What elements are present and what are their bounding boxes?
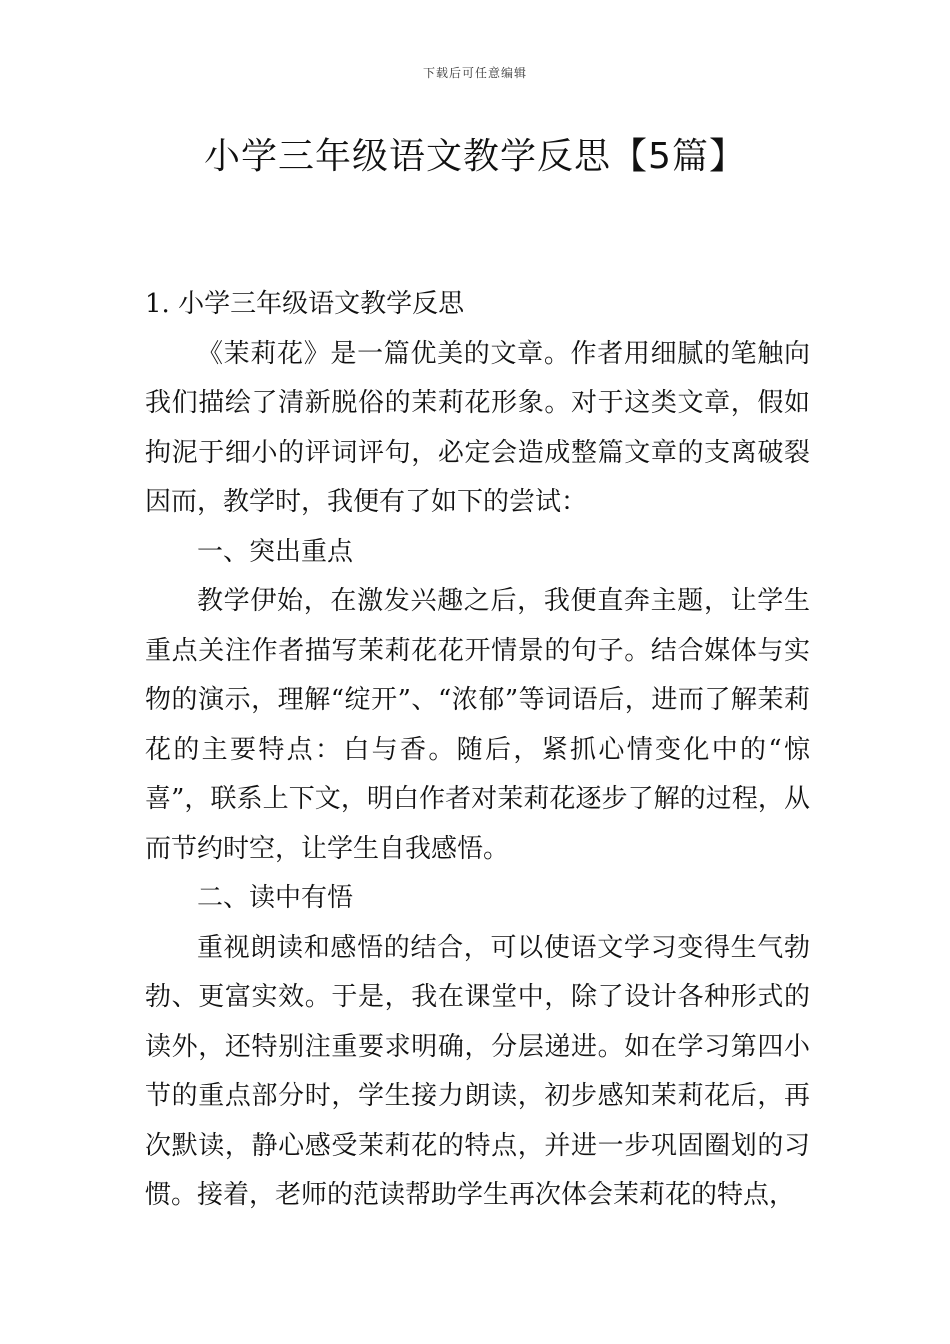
document-body [145,280,810,1221]
page-header-note: 下载后可任意编辑 [422,66,527,80]
document-title: 小学三年级语文教学反思【5篇】 [204,136,746,177]
paragraph-intro: 《茉莉花》是一篇优美的文章。作者用细腻的笔触向我们描绘了清新脱俗的茉莉花形象。对于这类文章，假如拘泥于细小的评词评句，必定会造成整篇文章的支离破裂因而，教学时，我便有了如下的尝试： [145,338,810,517]
paragraph-reading: 重视朗读和感悟的结合，可以使语文学习变得生气勃勃、更富实效。于是，我在课堂中，除了设计各种形式的读外，还特别注重要求明确，分层递进。如在学习第四小节的重点部分时，学生接力朗读，初步感知茉莉花后，再次默读，静心感受茉莉花的特点，并进一步巩固圈划的习惯。接着，老师的范读帮助学生再次体会茉莉花的特点， [145,932,810,1210]
paragraph-focus: 教学伊始，在激发兴趣之后，我便直奔主题，让学生重点关注作者描写茉莉花花开情景的句子。结合媒体与实物的演示，理解“绽开”、“浓郁”等词语后，进而了解茉莉花的主要特点：白与香。随后，紧抓心情变化中的“惊喜”，联系上下文，明白作者对茉莉花逐步了解的过程，从而节约时空，让学生自我感悟。 [145,586,810,864]
subheading-focus: 一、突出重点 [197,536,354,567]
section-heading: 1. 小学三年级语文教学反思 [145,289,465,319]
subheading-reading: 二、读中有悟 [197,883,354,913]
